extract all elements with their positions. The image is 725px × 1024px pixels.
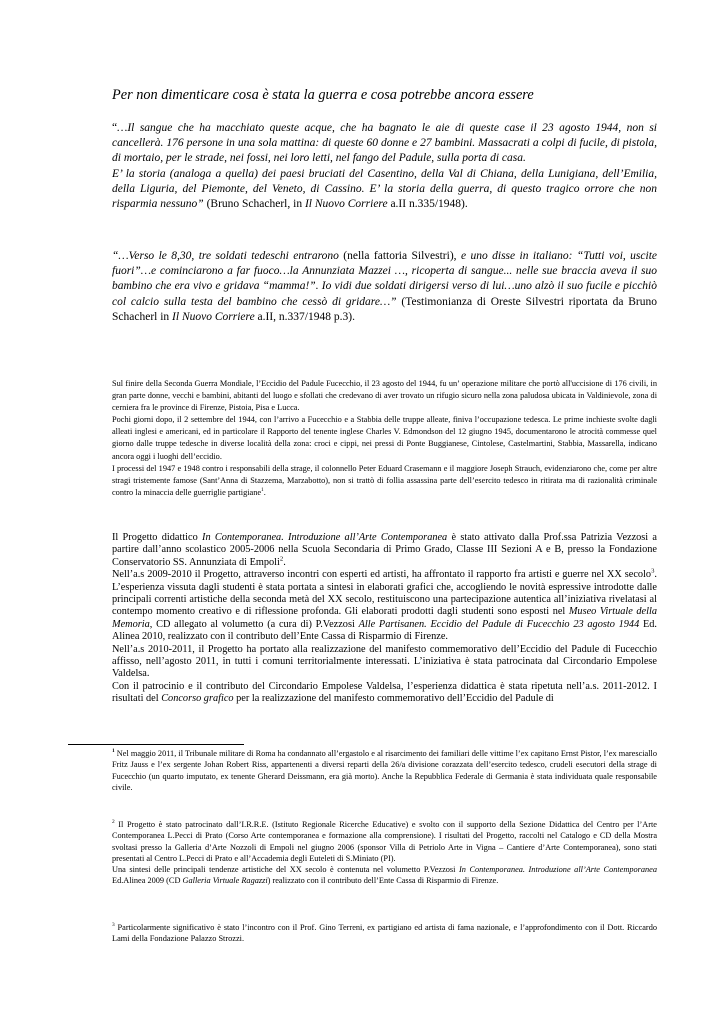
quote2-plain2: (Testimonianza di Oreste Silvestri riportata da Bruno Schacherl in xyxy=(112,295,658,323)
proj-b3: , CD allegato al volumetto (a cura di) P.Vezzosi xyxy=(149,618,359,630)
project-paragraph-3: Nell’a.s 2010-2011, il Progetto ha portato alla realizzazione del manifesto commemorativo dell’Eccidio del Padule di Fucecchio affisso, nell’agosto 2011, in tutti i comuni territorialmente interessati. L’iniziativa è stata patrocinata dal Circondario Empolese Valdelsa. xyxy=(112,643,657,680)
fn2b-cd: Galleria Virtuale Ragazzi xyxy=(182,876,268,886)
quote2-para xyxy=(112,249,657,325)
quote2-plain3: a.II, n.337/1948 p.3). xyxy=(254,310,355,323)
quote2-plain1: (nella fattoria Silvestri), xyxy=(338,250,461,262)
fn2b-end: ) realizzato con il contributo dell’Ente Cassa di Risparmio di Firenze. xyxy=(267,876,499,886)
proj-b2: . L’esperienza vissuta dagli studenti è stata portata a sintesi in elaborati grafici che, accogliendo le novità espressive introdotte dalle principali correnti artistiche della seconda metà del XX secolo, restituiscono una partecipazione autentica all’iniziativa rivelatasi al contempo momento creativo e di riflessione profonda. Gli elaborati prodotti dagli studenti sono esposti nel xyxy=(112,569,657,618)
quote1-line2 xyxy=(112,167,657,213)
quote1-line1 xyxy=(112,121,657,167)
quote1-open: “ xyxy=(112,122,118,134)
proj-a2: è stato attivato dalla Prof.ssa Patrizia Vezzosi a partire dall’anno scolastico 2005-2006 nella Scuola Secondaria di Primo Grado, Classe III Sezioni A e B, presso la Fondazione Conservatorio SS. Annunziata di Empoli xyxy=(112,532,658,568)
project-section xyxy=(112,532,657,706)
quote1-source-post: a.II n.335/1948). xyxy=(387,198,468,211)
intro-paragraph-2: Pochi giorni dopo, il 2 settembre del 1944, con l’arrivo a Fucecchio e a Stabbia delle truppe alleate, finiva l’occupazione tedesca. Le prime inchieste svolte dagli alleati inglesi e americani, ed in particolare il Rapporto del tenente inglese Charles V. Edmondson del 12 giugno 1945, documentarono le atrocità commesse quel giorno dalle truppe tedesche in diverse località della zona: croci e cippi, nei pressi di Ponte Buggianese, Cintolese, Castelmartini, Stabbia, Massarella, indicano ancora oggi i luoghi dell’eccidio. xyxy=(112,415,657,461)
project-paragraph-1 xyxy=(112,532,657,569)
footnote-1-number: 1 xyxy=(112,748,115,755)
project-paragraph-2 xyxy=(112,569,657,643)
fn2b-mid: Ed.Alinea 2009 (CD xyxy=(112,876,183,886)
footnote-separator xyxy=(68,744,244,745)
footnote-2 xyxy=(112,819,657,887)
quote1-text2: E’ la storia (analoga a quella) dei paesi bruciati del Casentino, della Val di Chiana, della Lunigiana, dell’Emilia, della Liguria, del Piemonte, del Veneto, di Cassino. E’ la storia della guerra, di questo tragico orrore che non risparmia nessuno” xyxy=(112,167,657,211)
intro-paragraph-1: Sul finire della Seconda Guerra Mondiale, l’Eccidio del Padule Fucecchio, il 23 agosto del 1944, fu un’ operazione militare che portò all'uccisione di 176 civili, in gran parte donne, vecchi e bambini, abitanti del luogo e sfollati che credevano di aver trovato un rifugio sicuro nella zona paludosa ubicata in Valdinievole, zona di cerniera fra le province di Firenze, Pistoia, Pisa e Lucca. xyxy=(112,379,657,413)
footnote-1 xyxy=(112,748,657,793)
quote2-journal: Il Nuovo Corriere xyxy=(172,310,255,323)
proj-b4: Ed. Alinea 2010, realizzato con il contributo dell’Ente Cassa di Risparmio di Firenze. xyxy=(112,618,657,643)
proj-b-book: Alle Partisanen. Eccidio del Padule di Fucecchio 23 agosto 1944 xyxy=(358,618,640,630)
fn2b-pre: Una sintesi delle principali tendenze artistiche del XX secolo è contenuta nel volumetto P.Vezzosi xyxy=(112,865,460,875)
footnote-ref-2[interactable]: 2 xyxy=(279,555,284,563)
intro-p3-text: I processi del 1947 e 1948 contro i responsabili della strage, il colonnello Peter Eduard Crasemann e il maggiore Joseph Strauch, evidenziarono che, come per altre stragi tristemente famose (Sant’Anna di Stazzema, Marzabotto), non si trattò di follia assassina parte dell’esercito tedesco in ritirata ma di razionalità criminale contro la minaccia delle guerriglie partigiane xyxy=(112,463,657,497)
proj-a-end: . xyxy=(283,556,286,568)
footnote-2-number: 2 xyxy=(112,819,115,826)
quote2-text1: “…Verso le 8,30, tre soldati tedeschi entrarono xyxy=(112,250,339,262)
quote-schacherl xyxy=(112,121,657,212)
footnote-1-text: Nel maggio 2011, il Tribunale militare di Roma ha condannato all’ergastolo e al risarcimento dei familiari delle vittime l’ex capitano Ernst Pistor, l’ex maresciallo Fritz Jauss e l’ex sergente Johan Robert Riss, appartenenti a diversi reparti della 26/a divisione corazzata dell’esercito tedesco, crudeli esecutori della strage di Fucecchio (un quarto imputato, ex tenente Gherard Deissmann, era già morto). Anche la Repubblica Federale di Germania è stata individuata quale responsabile civile. xyxy=(112,749,657,792)
quote1-source-journal: Il Nuovo Corriere xyxy=(304,198,388,211)
footnote-ref-3[interactable]: 3 xyxy=(651,567,655,575)
footnote-3-number: 3 xyxy=(112,922,115,929)
footnote-2-para-b xyxy=(112,864,657,887)
proj-d1: Con il patrocinio e il contributo del Circondario Empolese Valdelsa, l’esperienza didattica è stata ripetuta nell’a.s. 2011-2012. I risultati del xyxy=(112,680,657,705)
footnote-3-para xyxy=(112,922,657,945)
project-paragraph-4 xyxy=(112,681,657,706)
footnote-1-para xyxy=(112,748,657,793)
proj-b-museum: Museo Virtuale della Memoria xyxy=(112,606,657,630)
footnote-2-text: Il Progetto è stato patrocinato dall’I.R.R.E. (Istituto Regionale Ricerche Educative) e svolto con il supporto della Sezione Didattica del Centro per l’Arte Contemporanea L.Pecci di Prato (Corso Arte contemporanea e formazione alla comprensione). I risultati del Progetto, raccolti nel Catalogo e CD della Mostra svoltasi presso la Galleria d’Arte Nozzoli di Empoli nel giugno 2006 (sponsor Villa di Petriolo Arte in Vigna – Cantiere d’Arte Contemporanea), sono stati presentati al Centro L.Pecci di Prato e all’Accademia degli Euteleti di S.Miniato (PI). xyxy=(112,820,657,863)
intro-paragraph-3 xyxy=(112,463,657,499)
proj-a-title: In Contemporanea. Introduzione all’Arte Contemporanea xyxy=(202,532,448,543)
quote-silvestri xyxy=(112,249,657,325)
footnote-2-para xyxy=(112,819,657,864)
quote2-text2: e uno disse in italiano: “Tutti voi, uscite fuori”…e cominciarono a far fuoco…la Annunziata Mazzei …, ricoperta di sangue... nelle sue braccia aveva il suo bambino che era vivo e gridava “mamma!”. Io vidi due soldati dirigersi verso di lui…uno alzò il suo fucile e picchiò col calcio sulla testa del bambino che cessò di gridare…” xyxy=(112,250,657,308)
proj-d-contest: Concorso grafico xyxy=(161,693,234,705)
proj-b1: Nell’a.s 2009-2010 il Progetto, attraverso incontri con esperti ed artisti, ha affrontato il rapporto fra artisti e guerre nel XX secolo xyxy=(112,569,652,581)
proj-a1: Il Progetto didattico xyxy=(112,532,203,543)
footnote-ref-1[interactable]: 1 xyxy=(261,487,264,494)
proj-d2: per la realizzazione del manifesto commemorativo dell’Eccidio del Padule di xyxy=(233,693,554,705)
footnote-3 xyxy=(112,922,657,945)
intro-section xyxy=(112,378,657,499)
page-title: Per non dimenticare cosa è stata la guerra e cosa potrebbe ancora essere xyxy=(112,87,534,103)
quote1-text1: …Il sangue che ha macchiato queste acque, che ha bagnato le aie di queste case il 23 agosto 1944, non si cancellerà. 176 persone in una sola mattina: di queste 60 donne e 27 bambini. Massacrati a colpi di fucile, di pistola, di mortaio, per le strade, nei fossi, nei loro letti, nel fango del Padule, sulla porta di casa. xyxy=(112,122,657,165)
intro-p3-end: . xyxy=(263,487,266,497)
footnote-3-text: Particolarmente significativo è stato l’incontro con il Prof. Gino Terreni, ex partigiano ed artista di fama nazionale, e l’approfondimento con il Dott. Riccardo Lami della Fondazione Palazzo Strozzi. xyxy=(112,923,657,944)
quote1-source-pre: (Bruno Schacherl, in xyxy=(203,198,305,211)
fn2b-title: In Contemporanea. Introduzione all’Arte Contemporanea xyxy=(459,865,657,875)
